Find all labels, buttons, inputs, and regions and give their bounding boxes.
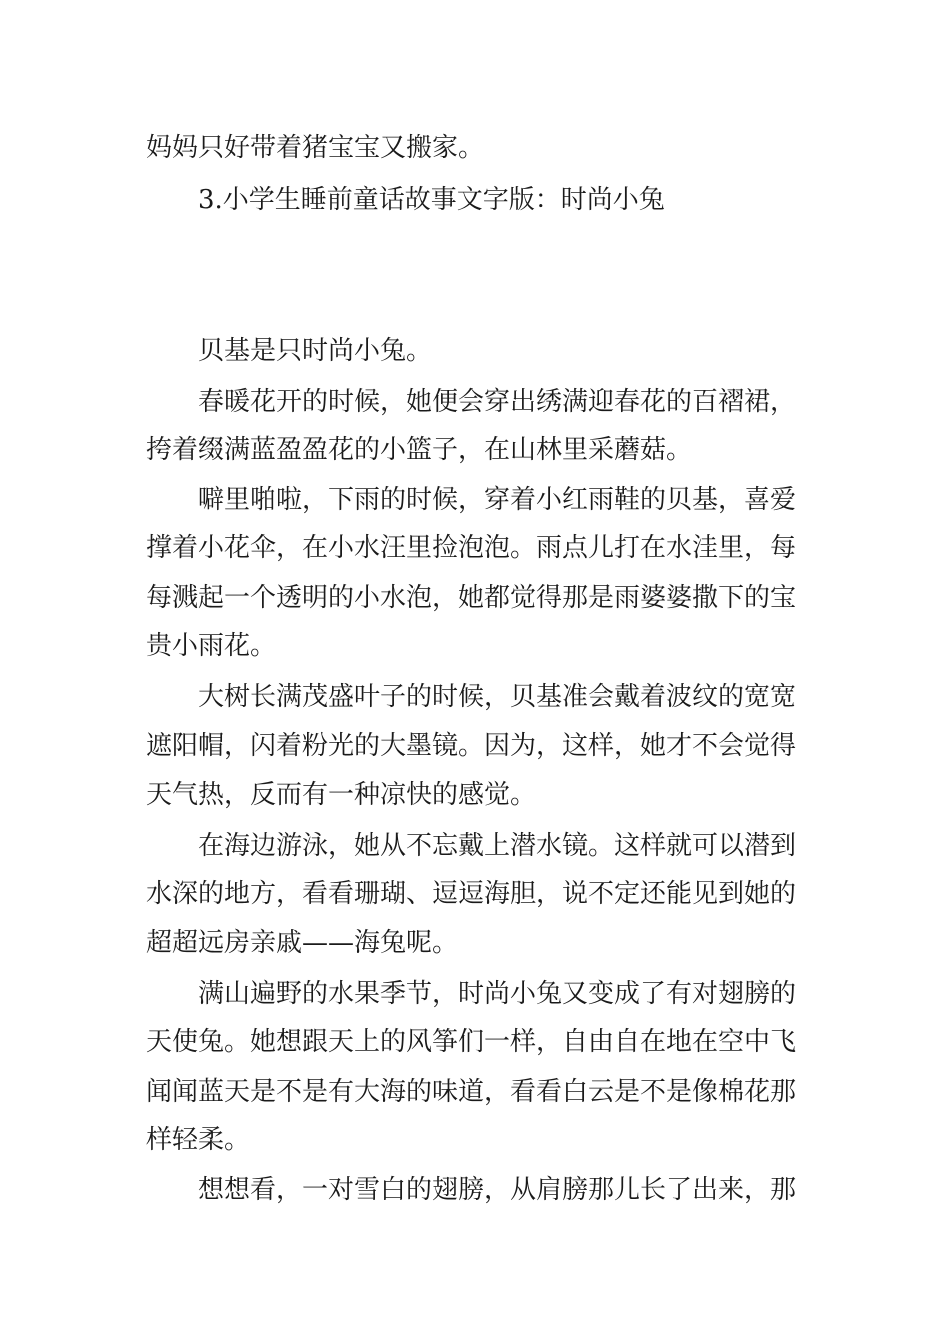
text-line: 挎着缀满蓝盈盈花的小篮子，在山林里采蘑菇。 — [146, 435, 693, 465]
text-line: 噼里啪啦，下雨的时候，穿着小红雨鞋的贝基，喜爱 — [198, 485, 797, 515]
text-line: 大树长满茂盛叶子的时候，贝基准会戴着波纹的宽宽 — [198, 682, 797, 712]
section-heading: 3.小学生睡前童话故事文字版：时尚小兔 — [198, 185, 665, 215]
text-line: 在海边游泳，她从不忘戴上潜水镜。这样就可以潜到 — [198, 831, 797, 861]
text-line: 贝基是只时尚小兔。 — [198, 336, 433, 366]
text-line: 天使兔。她想跟天上的风筝们一样，自由自在地在空中飞 — [146, 1027, 797, 1057]
text-line: 水深的地方，看看珊瑚、逗逗海胆，说不定还能见到她的 — [146, 879, 797, 909]
text-line: 春暖花开的时候，她便会穿出绣满迎春花的百褶裙， — [198, 387, 797, 417]
text-line: 撑着小花伞，在小水汪里捡泡泡。雨点儿打在水洼里，每 — [146, 533, 797, 563]
text-line: 每溅起一个透明的小水泡，她都觉得那是雨婆婆撒下的宝 — [146, 583, 797, 613]
text-line: 贵小雨花。 — [146, 631, 277, 661]
text-line: 闻闻蓝天是不是有大海的味道，看看白云是不是像棉花那 — [146, 1077, 797, 1107]
text-line: 遮阳帽，闪着粉光的大墨镜。因为，这样，她才不会觉得 — [146, 731, 797, 761]
text-line: 妈妈只好带着猪宝宝又搬家。 — [146, 133, 485, 163]
text-line: 满山遍野的水果季节，时尚小兔又变成了有对翅膀的 — [198, 979, 797, 1009]
text-line: 超超远房亲戚——海兔呢。 — [146, 928, 459, 958]
text-line: 想想看，一对雪白的翅膀，从肩膀那儿长了出来，那 — [198, 1175, 797, 1205]
text-line: 样轻柔。 — [146, 1125, 251, 1155]
text-line: 天气热，反而有一种凉快的感觉。 — [146, 780, 537, 810]
